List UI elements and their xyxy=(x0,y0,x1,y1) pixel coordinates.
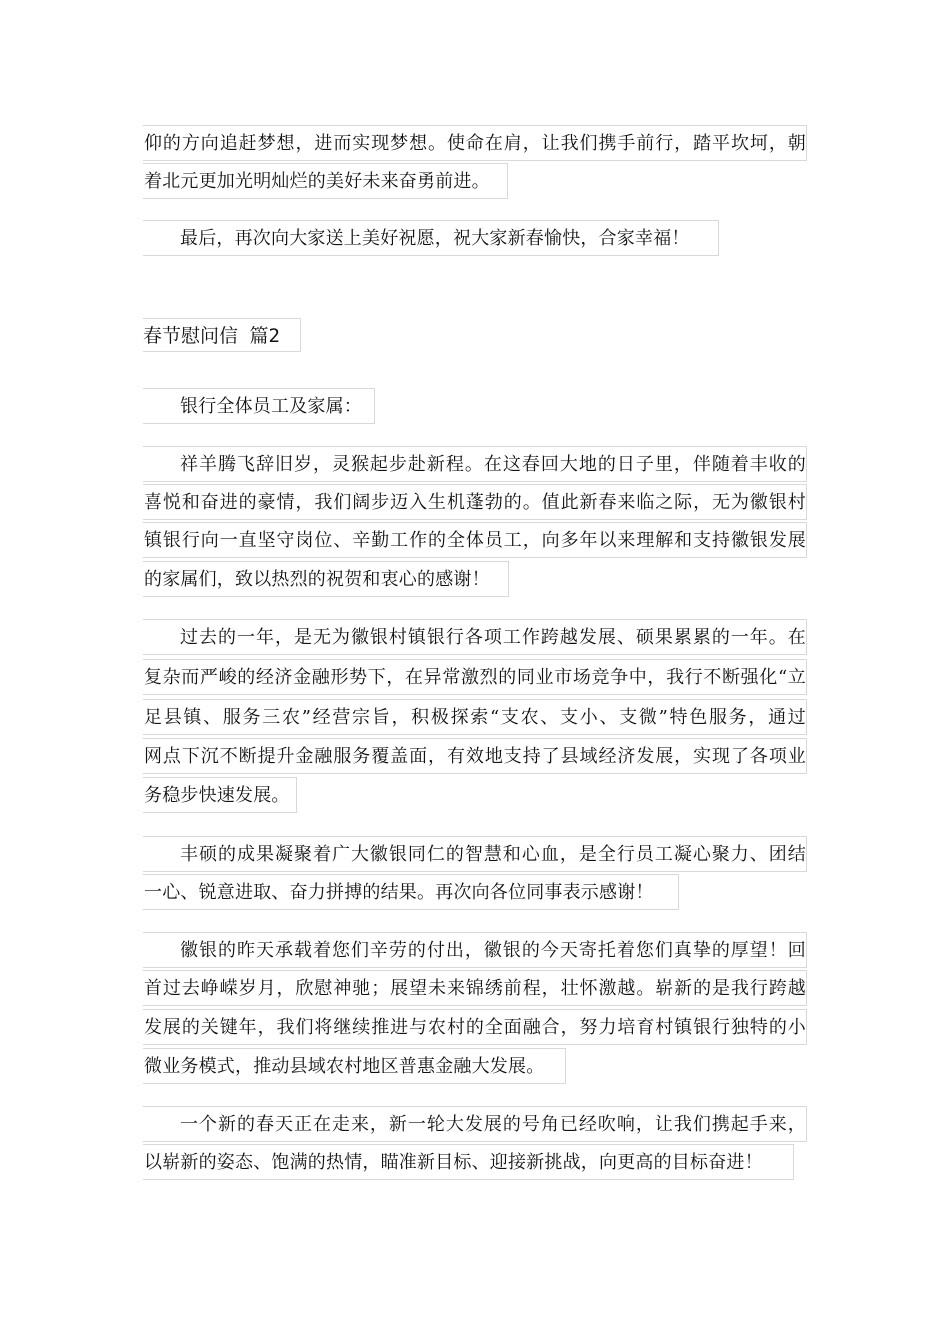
paragraph-line: 祥羊腾飞辞旧岁，灵猴起步赴新程。在这春回大地的日子里，伴随着丰收的 xyxy=(143,446,807,482)
paragraph-line: 过去的一年，是无为徽银村镇银行各项工作跨越发展、硕果累累的一年。在 xyxy=(143,619,807,655)
salutation: 银行全体员工及家属： xyxy=(143,388,375,424)
paragraph-line: 务稳步快速发展。 xyxy=(143,777,297,813)
paragraph-line: 足县镇、服务三农”经营宗旨，积极探索“支农、支小、支微”特色服务，通过 xyxy=(143,699,807,735)
paragraph-line: 一心、锐意进取、奋力拼搏的结果。再次向各位同事表示感谢！ xyxy=(143,874,679,910)
paragraph-line: 喜悦和奋进的豪情，我们阔步迈入生机蓬勃的。值此新春来临之际，无为徽银村 xyxy=(143,484,807,520)
paragraph-line: 仰的方向追赶梦想，进而实现梦想。使命在肩，让我们携手前行，踏平坎坷，朝 xyxy=(143,125,807,161)
section-heading: 春节慰问信 篇2 xyxy=(143,318,301,352)
closing-wish: 最后，再次向大家送上美好祝愿，祝大家新春愉快，合家幸福！ xyxy=(143,220,719,256)
paragraph-line: 复杂而严峻的经济金融形势下，在异常激烈的同业市场竞争中，我行不断强化“立 xyxy=(143,659,807,695)
paragraph-line: 一个新的春天正在走来，新一轮大发展的号角已经吹响，让我们携起手来， xyxy=(143,1106,807,1142)
paragraph-line: 微业务模式，推动县域农村地区普惠金融大发展。 xyxy=(143,1048,566,1084)
paragraph-line: 网点下沉不断提升金融服务覆盖面，有效地支持了县域经济发展，实现了各项业 xyxy=(143,738,807,774)
paragraph-line: 发展的关键年，我们将继续推进与农村的全面融合，努力培育村镇银行独特的小 xyxy=(143,1009,807,1045)
paragraph-line: 徽银的昨天承载着您们辛劳的付出，徽银的今天寄托着您们真挚的厚望！回 xyxy=(143,932,807,968)
paragraph-line: 的家属们，致以热烈的祝贺和衷心的感谢！ xyxy=(143,561,509,597)
paragraph-line: 镇银行向一直坚守岗位、辛勤工作的全体员工，向多年以来理解和支持徽银发展 xyxy=(143,522,807,558)
paragraph-line: 首过去峥嵘岁月，欣慰神驰；展望未来锦绣前程，壮怀激越。崭新的是我行跨越 xyxy=(143,970,807,1006)
paragraph-line: 着北元更加光明灿烂的美好未来奋勇前进。 xyxy=(143,163,508,199)
paragraph-line: 丰硕的成果凝聚着广大徽银同仁的智慧和心血，是全行员工凝心聚力、团结 xyxy=(143,836,807,872)
paragraph-line: 以崭新的姿态、饱满的热情，瞄准新目标、迎接新挑战，向更高的目标奋进！ xyxy=(143,1144,794,1180)
